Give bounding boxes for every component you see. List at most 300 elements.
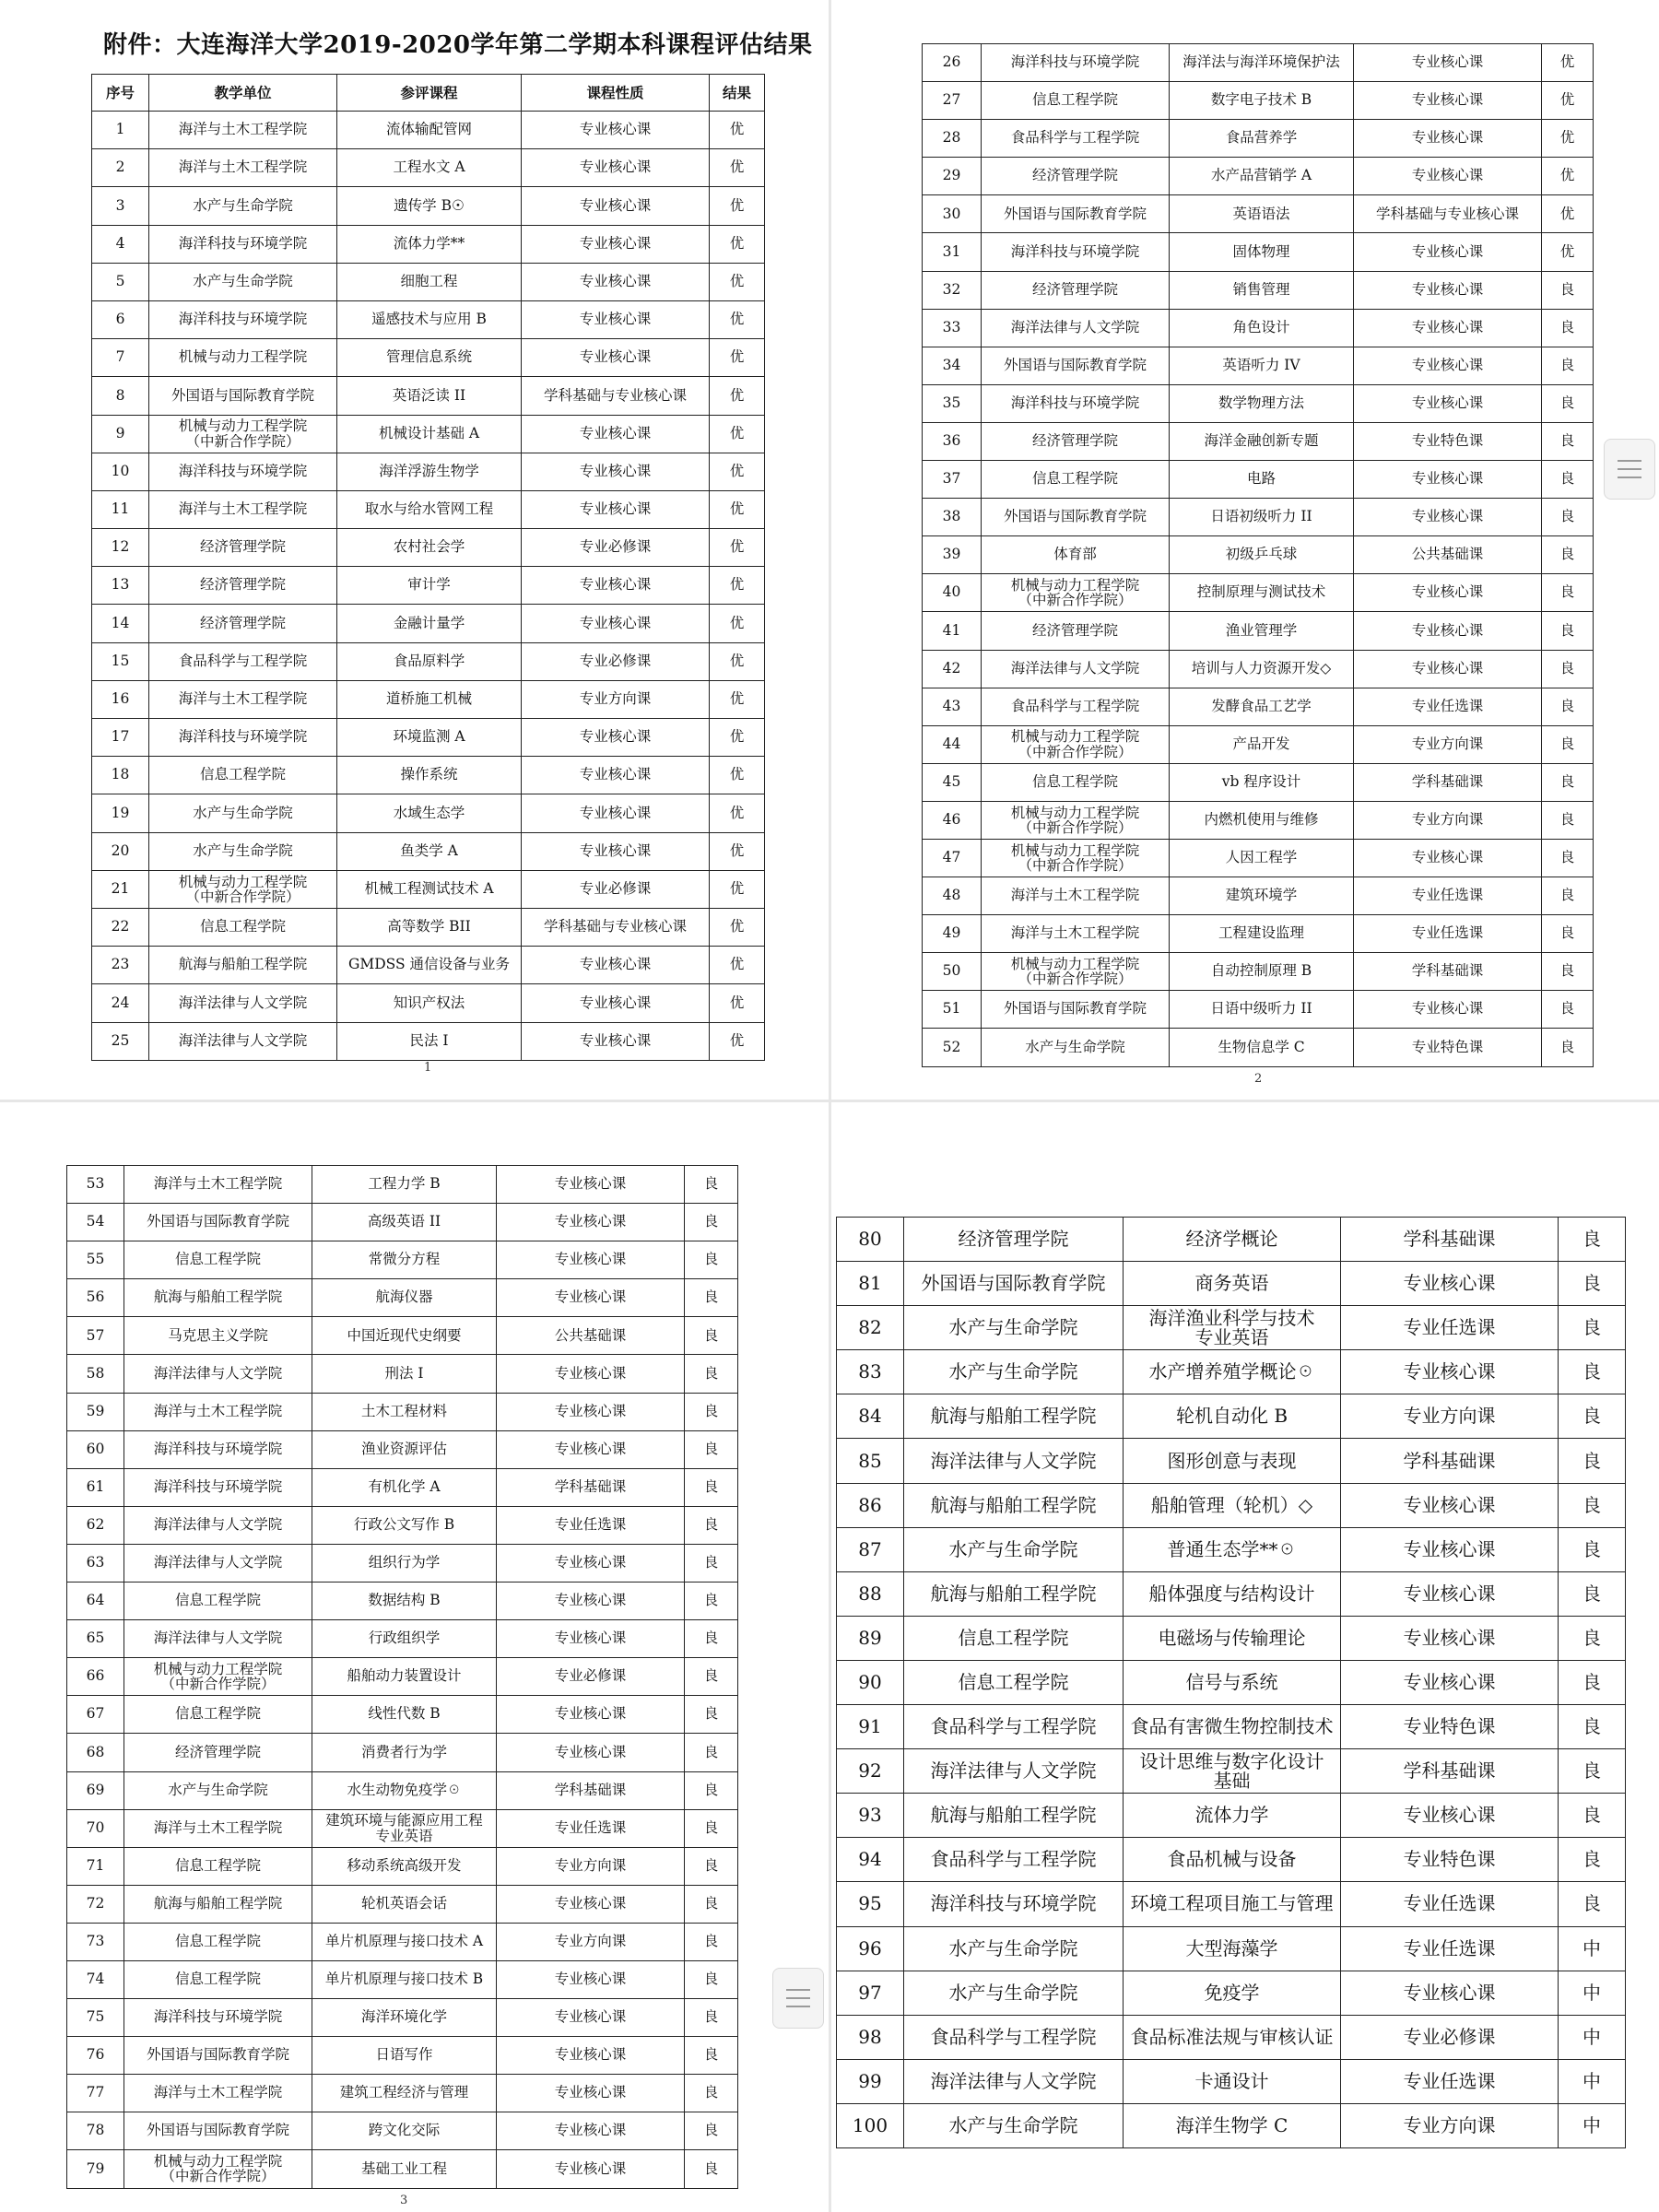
table-row	[837, 1705, 1626, 1749]
cell-unit: 航海与船舶工程学院	[904, 1571, 1124, 1616]
cell-course-type: 公共基础课	[1354, 536, 1542, 574]
cell-result: 优	[710, 1022, 765, 1060]
cell-unit: 航海与船舶工程学院	[149, 947, 337, 984]
cell-result: 良	[1542, 801, 1594, 839]
cell-course: 船舶管理（轮机）◇	[1124, 1483, 1341, 1527]
cell-course-type: 专业核心课	[497, 1241, 685, 1279]
cell-unit: 海洋与土木工程学院	[124, 1809, 312, 1847]
cell-result: 优	[1542, 120, 1594, 158]
cell-unit: 经济管理学院	[149, 567, 337, 605]
table-row	[92, 680, 765, 718]
cell-unit: 海洋法律与人文学院	[124, 1506, 312, 1544]
cell-index: 7	[92, 339, 149, 377]
cell-index: 61	[67, 1468, 124, 1506]
cell-unit: 机械与动力工程学院	[149, 339, 337, 377]
cell-course: 日语中级听力 II	[1170, 991, 1354, 1029]
cell-result: 良	[1559, 1262, 1626, 1306]
cell-index: 100	[837, 2103, 904, 2147]
table-row	[837, 1218, 1626, 1262]
results-table-page-3	[66, 1165, 738, 2189]
cell-course-type: 专业方向课	[497, 1923, 685, 1960]
cell-unit: 海洋与土木工程学院	[124, 1393, 312, 1430]
cell-index: 49	[923, 915, 982, 953]
cell-result: 良	[685, 1279, 738, 1317]
results-table-page-2	[922, 43, 1594, 1067]
cell-result: 良	[1542, 384, 1594, 422]
cell-course-type: 专业核心课	[522, 984, 710, 1022]
cell-course-type: 专业核心课	[522, 300, 710, 338]
cell-unit: 机械与动力工程学院 （中新合作学院）	[982, 839, 1170, 877]
cell-unit: 海洋科技与环境学院	[149, 719, 337, 757]
cell-course-type: 专业特色课	[1354, 1029, 1542, 1066]
cell-index: 70	[67, 1809, 124, 1847]
table-row	[92, 1022, 765, 1060]
table-row	[67, 1809, 738, 1847]
cell-index: 44	[923, 725, 982, 763]
cell-course-type: 专业核心课	[497, 1204, 685, 1241]
cell-course-type: 专业核心课	[1354, 384, 1542, 422]
cell-result: 良	[1542, 536, 1594, 574]
cell-course: 英语语法	[1170, 195, 1354, 233]
cell-course: 建筑环境与能源应用工程 专业英语	[312, 1809, 497, 1847]
cell-result: 良	[685, 2112, 738, 2150]
cell-course: 道桥施工机械	[337, 680, 522, 718]
cell-index: 64	[67, 1583, 124, 1620]
cell-index: 13	[92, 567, 149, 605]
cell-unit: 食品科学与工程学院	[904, 1705, 1124, 1749]
cell-result: 良	[685, 2037, 738, 2075]
table-row	[92, 832, 765, 870]
cell-course: 农村社会学	[337, 529, 522, 567]
cell-course: 水产品营销学 A	[1170, 158, 1354, 195]
cell-index: 24	[92, 984, 149, 1022]
table-row	[923, 233, 1594, 271]
cell-index: 53	[67, 1166, 124, 1204]
cell-unit: 外国语与国际教育学院	[982, 499, 1170, 536]
cell-course-type: 专业方向课	[1354, 725, 1542, 763]
table-row	[837, 1882, 1626, 1926]
cell-unit: 信息工程学院	[982, 763, 1170, 801]
cell-result: 良	[1542, 688, 1594, 725]
cell-result: 优	[1542, 82, 1594, 120]
cell-index: 32	[923, 271, 982, 309]
cell-unit: 食品科学与工程学院	[982, 688, 1170, 725]
cell-course-type: 专业核心课	[522, 225, 710, 263]
cell-course-type: 专业核心课	[497, 2037, 685, 2075]
table-row	[67, 2150, 738, 2188]
cell-index: 48	[923, 877, 982, 915]
cell-course: 水域生态学	[337, 794, 522, 832]
cell-course-type: 专业核心课	[1341, 1262, 1559, 1306]
cell-index: 78	[67, 2112, 124, 2150]
cell-unit: 海洋科技与环境学院	[982, 384, 1170, 422]
results-table-page-4	[836, 1217, 1626, 2148]
cell-course-type: 专业特色课	[1354, 422, 1542, 460]
cell-course: 取水与给水管网工程	[337, 490, 522, 528]
table-row	[67, 1544, 738, 1582]
cell-result: 良	[685, 1620, 738, 1658]
cell-course-type: 专业核心课	[1354, 461, 1542, 499]
table-row	[92, 984, 765, 1022]
cell-index: 40	[923, 574, 982, 612]
cell-course-type: 学科基础课	[497, 1771, 685, 1809]
table-row	[92, 490, 765, 528]
cell-course: 中国近现代史纲要	[312, 1317, 497, 1355]
cell-index: 88	[837, 1571, 904, 1616]
cell-course-type: 专业核心课	[497, 2150, 685, 2188]
cell-unit: 外国语与国际教育学院	[124, 1204, 312, 1241]
cell-course-type: 专业任选课	[497, 1809, 685, 1847]
cell-result: 良	[1559, 1616, 1626, 1660]
cell-index: 47	[923, 839, 982, 877]
cell-index: 22	[92, 908, 149, 946]
table-row	[92, 149, 765, 187]
cell-unit: 海洋法律与人文学院	[124, 1355, 312, 1393]
cell-course: 初级乒乓球	[1170, 536, 1354, 574]
cell-unit: 海洋科技与环境学院	[982, 44, 1170, 82]
table-row	[837, 1527, 1626, 1571]
table-row	[67, 1771, 738, 1809]
table-row	[92, 947, 765, 984]
cell-result: 优	[710, 529, 765, 567]
cell-course: 发酵食品工艺学	[1170, 688, 1354, 725]
cell-result: 优	[1542, 233, 1594, 271]
cell-course-type: 专业任选课	[1354, 915, 1542, 953]
cell-course-type: 学科基础课	[497, 1468, 685, 1506]
cell-course-type: 学科基础课	[1354, 953, 1542, 991]
cell-unit: 经济管理学院	[904, 1218, 1124, 1262]
cell-result: 良	[685, 1204, 738, 1241]
cell-course-type: 专业方向课	[522, 680, 710, 718]
table-row	[923, 650, 1594, 688]
cell-result: 良	[685, 1355, 738, 1393]
cell-index: 23	[92, 947, 149, 984]
cell-course: 单片机原理与接口技术 B	[312, 1960, 497, 1998]
cell-index: 76	[67, 2037, 124, 2075]
cell-course: 海洋法与海洋环境保护法	[1170, 44, 1354, 82]
table-row	[67, 1279, 738, 1317]
cell-index: 16	[92, 680, 149, 718]
table-row	[67, 1847, 738, 1885]
table-row	[92, 415, 765, 453]
cell-course: 信号与系统	[1124, 1660, 1341, 1704]
cell-unit: 马克思主义学院	[124, 1317, 312, 1355]
cell-unit: 水产与生命学院	[149, 263, 337, 300]
cell-unit: 海洋科技与环境学院	[149, 225, 337, 263]
cell-course: 渔业资源评估	[312, 1430, 497, 1468]
cell-result: 优	[710, 415, 765, 453]
cell-course-type: 专业核心课	[1354, 44, 1542, 82]
table-row	[67, 2112, 738, 2150]
table-row	[923, 877, 1594, 915]
table-row	[837, 1483, 1626, 1527]
table-row	[837, 1971, 1626, 2015]
cell-course: 跨文化交际	[312, 2112, 497, 2150]
cell-course-type: 专业核心课	[497, 1279, 685, 1317]
cell-course-type: 专业核心课	[497, 1734, 685, 1771]
cell-course-type: 专业特色课	[1341, 1705, 1559, 1749]
cell-unit: 海洋科技与环境学院	[124, 1468, 312, 1506]
cell-unit: 水产与生命学院	[149, 832, 337, 870]
cell-index: 77	[67, 2075, 124, 2112]
cell-course-type: 专业核心课	[1341, 1350, 1559, 1394]
cell-unit: 海洋与土木工程学院	[149, 490, 337, 528]
menu-lines-icon-bar	[1618, 477, 1641, 478]
cell-course: 移动系统高级开发	[312, 1847, 497, 1885]
header-index: 序号	[92, 75, 149, 112]
cell-course-type: 专业核心课	[522, 490, 710, 528]
table-row	[923, 195, 1594, 233]
cell-course-type: 专业核心课	[522, 187, 710, 225]
table-row	[923, 991, 1594, 1029]
cell-result: 良	[1559, 1749, 1626, 1794]
cell-index: 5	[92, 263, 149, 300]
cell-course: 刑法 I	[312, 1355, 497, 1393]
scroll-handle-right[interactable]	[1604, 439, 1655, 500]
cell-unit: 信息工程学院	[982, 461, 1170, 499]
cell-course: 普通生态学**☉	[1124, 1527, 1341, 1571]
cell-course-type: 专业核心课	[1354, 839, 1542, 877]
cell-unit: 海洋与土木工程学院	[124, 1166, 312, 1204]
table-row	[67, 1696, 738, 1734]
cell-result: 良	[1559, 1571, 1626, 1616]
cell-index: 56	[67, 1279, 124, 1317]
cell-index: 39	[923, 536, 982, 574]
page-divider-horizontal-right	[831, 1100, 1659, 1102]
cell-course: 日语写作	[312, 2037, 497, 2075]
cell-unit: 海洋与土木工程学院	[149, 112, 337, 149]
cell-unit: 机械与动力工程学院 （中新合作学院）	[149, 870, 337, 908]
cell-course: vb 程序设计	[1170, 763, 1354, 801]
table-row	[67, 1430, 738, 1468]
cell-unit: 机械与动力工程学院 （中新合作学院）	[982, 725, 1170, 763]
cell-course: 数字电子技术 B	[1170, 82, 1354, 120]
cell-unit: 信息工程学院	[124, 1923, 312, 1960]
cell-index: 1	[92, 112, 149, 149]
cell-course-type: 专业核心课	[522, 794, 710, 832]
cell-result: 中	[1559, 2059, 1626, 2103]
table-row	[837, 1394, 1626, 1439]
cell-result: 良	[685, 1885, 738, 1923]
cell-unit: 海洋科技与环境学院	[149, 300, 337, 338]
page-number: 1	[424, 1061, 432, 1075]
table-row	[67, 2037, 738, 2075]
cell-course-type: 专业核心课	[1354, 233, 1542, 271]
cell-unit: 外国语与国际教育学院	[124, 2112, 312, 2150]
table-row	[92, 263, 765, 300]
cell-result: 良	[685, 1734, 738, 1771]
cell-index: 4	[92, 225, 149, 263]
cell-course-type: 专业核心课	[1341, 1660, 1559, 1704]
cell-result: 优	[1542, 44, 1594, 82]
scroll-handle-left[interactable]	[772, 1968, 824, 2029]
cell-course: 大型海藻学	[1124, 1926, 1341, 1971]
cell-result: 良	[1542, 612, 1594, 650]
table-row	[923, 271, 1594, 309]
table-row	[92, 642, 765, 680]
cell-course-type: 专业核心课	[1354, 650, 1542, 688]
cell-index: 17	[92, 719, 149, 757]
cell-course: 电磁场与传输理论	[1124, 1616, 1341, 1660]
cell-course: GMDSS 通信设备与业务	[337, 947, 522, 984]
cell-result: 良	[1542, 725, 1594, 763]
cell-index: 26	[923, 44, 982, 82]
cell-course-type: 专业任选课	[1354, 877, 1542, 915]
table-row	[67, 1506, 738, 1544]
cell-index: 59	[67, 1393, 124, 1430]
cell-index: 3	[92, 187, 149, 225]
cell-index: 96	[837, 1926, 904, 1971]
cell-course-type: 学科基础课	[1341, 1218, 1559, 1262]
cell-result: 良	[685, 1847, 738, 1885]
cell-result: 良	[1559, 1705, 1626, 1749]
cell-index: 8	[92, 377, 149, 415]
cell-unit: 信息工程学院	[149, 757, 337, 794]
cell-index: 75	[67, 1999, 124, 2037]
cell-result: 优	[1542, 158, 1594, 195]
cell-course: 组织行为学	[312, 1544, 497, 1582]
cell-result: 良	[1542, 574, 1594, 612]
cell-course: 行政组织学	[312, 1620, 497, 1658]
table-row	[67, 1620, 738, 1658]
cell-unit: 信息工程学院	[124, 1847, 312, 1885]
cell-course-type: 专业核心课	[522, 719, 710, 757]
cell-index: 74	[67, 1960, 124, 1998]
cell-result: 良	[1559, 1660, 1626, 1704]
cell-index: 38	[923, 499, 982, 536]
cell-result: 良	[1542, 991, 1594, 1029]
cell-index: 99	[837, 2059, 904, 2103]
cell-course: 建筑环境学	[1170, 877, 1354, 915]
cell-result: 良	[685, 1393, 738, 1430]
cell-index: 73	[67, 1923, 124, 1960]
cell-course: 数据结构 B	[312, 1583, 497, 1620]
cell-unit: 海洋法律与人文学院	[904, 1439, 1124, 1483]
table-row	[67, 1658, 738, 1696]
cell-index: 82	[837, 1306, 904, 1350]
cell-result: 良	[1542, 650, 1594, 688]
table-row	[837, 1350, 1626, 1394]
cell-index: 12	[92, 529, 149, 567]
page-divider-horizontal-left	[0, 1100, 829, 1102]
cell-course: 海洋浮游生物学	[337, 453, 522, 490]
cell-course-type: 专业核心课	[522, 605, 710, 642]
table-row	[67, 1734, 738, 1771]
cell-unit: 海洋与土木工程学院	[149, 149, 337, 187]
cell-course: 食品有害微生物控制技术	[1124, 1705, 1341, 1749]
cell-index: 57	[67, 1317, 124, 1355]
cell-course: 数学物理方法	[1170, 384, 1354, 422]
cell-result: 良	[1559, 1306, 1626, 1350]
cell-index: 93	[837, 1794, 904, 1838]
cell-unit: 机械与动力工程学院 （中新合作学院）	[149, 415, 337, 453]
cell-course: 产品开发	[1170, 725, 1354, 763]
cell-course: 机械工程测试技术 A	[337, 870, 522, 908]
table-row	[923, 347, 1594, 384]
cell-course-type: 专业核心课	[522, 149, 710, 187]
cell-unit: 海洋法律与人文学院	[982, 650, 1170, 688]
cell-course: 线性代数 B	[312, 1696, 497, 1734]
cell-course-type: 专业核心课	[497, 1355, 685, 1393]
cell-index: 36	[923, 422, 982, 460]
cell-course-type: 专业核心课	[1354, 271, 1542, 309]
cell-result: 优	[710, 680, 765, 718]
cell-index: 98	[837, 2015, 904, 2059]
table-row	[67, 1355, 738, 1393]
cell-result: 中	[1559, 1926, 1626, 1971]
cell-index: 58	[67, 1355, 124, 1393]
cell-result: 良	[685, 1583, 738, 1620]
cell-result: 优	[710, 263, 765, 300]
cell-course: 工程建设监理	[1170, 915, 1354, 953]
cell-course-type: 专业核心课	[522, 263, 710, 300]
cell-unit: 海洋法律与人文学院	[904, 1749, 1124, 1794]
table-row	[837, 1838, 1626, 1882]
cell-result: 良	[1559, 1394, 1626, 1439]
cell-index: 43	[923, 688, 982, 725]
cell-index: 51	[923, 991, 982, 1029]
cell-course: 海洋环境化学	[312, 1999, 497, 2037]
cell-unit: 海洋法律与人文学院	[149, 1022, 337, 1060]
cell-course-type: 专业核心课	[1354, 120, 1542, 158]
cell-index: 10	[92, 453, 149, 490]
cell-result: 优	[710, 187, 765, 225]
table-row	[67, 1923, 738, 1960]
cell-unit: 海洋法律与人文学院	[904, 2059, 1124, 2103]
cell-course-type: 专业核心课	[497, 1960, 685, 1998]
cell-unit: 海洋科技与环境学院	[982, 233, 1170, 271]
table-row	[837, 2059, 1626, 2103]
cell-course: 商务英语	[1124, 1262, 1341, 1306]
table-row	[92, 453, 765, 490]
cell-unit: 外国语与国际教育学院	[982, 347, 1170, 384]
cell-result: 良	[685, 1468, 738, 1506]
cell-result: 优	[710, 225, 765, 263]
cell-course-type: 专业核心课	[522, 112, 710, 149]
cell-course: 人因工程学	[1170, 839, 1354, 877]
cell-course-type: 专业必修课	[497, 1658, 685, 1696]
cell-index: 72	[67, 1885, 124, 1923]
cell-index: 50	[923, 953, 982, 991]
cell-result: 中	[1559, 2103, 1626, 2147]
cell-index: 63	[67, 1544, 124, 1582]
cell-result: 良	[685, 2150, 738, 2188]
cell-course: 内燃机使用与维修	[1170, 801, 1354, 839]
cell-course-type: 专业核心课	[497, 1430, 685, 1468]
cell-course: 角色设计	[1170, 309, 1354, 347]
cell-index: 91	[837, 1705, 904, 1749]
cell-index: 41	[923, 612, 982, 650]
cell-course: 生物信息学 C	[1170, 1029, 1354, 1066]
cell-course-type: 专业必修课	[522, 642, 710, 680]
cell-course: 轮机英语会话	[312, 1885, 497, 1923]
cell-result: 良	[1542, 1029, 1594, 1066]
table-row	[67, 1204, 738, 1241]
cell-course: 消费者行为学	[312, 1734, 497, 1771]
cell-course: 海洋生物学 C	[1124, 2103, 1341, 2147]
cell-result: 中	[1559, 2015, 1626, 2059]
cell-course-type: 专业核心课	[497, 2075, 685, 2112]
table-row	[92, 605, 765, 642]
cell-unit: 水产与生命学院	[904, 1971, 1124, 2015]
table-row	[923, 612, 1594, 650]
cell-course: 工程水文 A	[337, 149, 522, 187]
cell-result: 良	[1542, 422, 1594, 460]
table-row	[923, 915, 1594, 953]
cell-course-type: 专业任选课	[1341, 1882, 1559, 1926]
cell-unit: 机械与动力工程学院 （中新合作学院）	[982, 574, 1170, 612]
cell-index: 31	[923, 233, 982, 271]
